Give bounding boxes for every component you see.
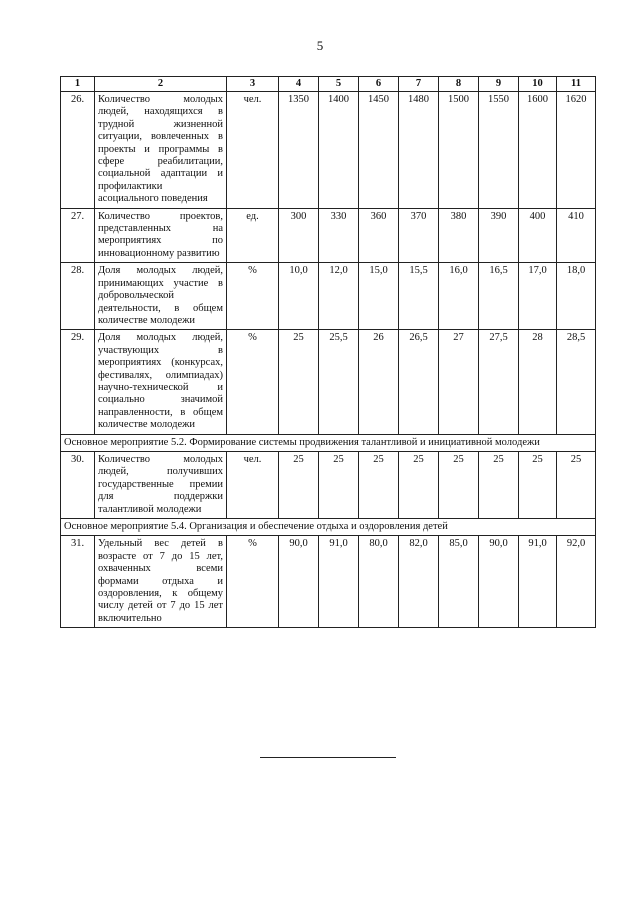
column-header: 5	[319, 77, 359, 92]
table-row	[61, 451, 596, 518]
value-cell: 25	[557, 451, 596, 518]
value-cell: 1480	[399, 92, 439, 209]
value-cell: 17,0	[519, 263, 557, 330]
value-cell: 1500	[439, 92, 479, 209]
value-cell: 360	[359, 208, 399, 263]
row-number: 26.	[61, 92, 95, 209]
value-cell: 300	[279, 208, 319, 263]
table-header-row	[61, 77, 596, 92]
value-cell: 85,0	[439, 536, 479, 628]
value-cell: 26,5	[399, 330, 439, 434]
row-number: 28.	[61, 263, 95, 330]
column-header: 4	[279, 77, 319, 92]
value-cell: 25	[279, 330, 319, 434]
value-cell: 25	[399, 451, 439, 518]
section-row	[61, 519, 596, 536]
value-cell: 16,0	[439, 263, 479, 330]
value-cell: 370	[399, 208, 439, 263]
table-row	[61, 330, 596, 434]
unit-cell: %	[227, 263, 279, 330]
row-number: 27.	[61, 208, 95, 263]
value-cell: 1620	[557, 92, 596, 209]
page-number: 5	[316, 38, 324, 53]
value-cell: 25	[519, 451, 557, 518]
value-cell: 1550	[479, 92, 519, 209]
value-cell: 25	[279, 451, 319, 518]
indicators-table	[60, 76, 596, 628]
column-header: 2	[95, 77, 227, 92]
indicator-name: Количество молодых людей, находящихся в трудной жизненной ситуации, вовлеченных в проекты и программы в сфере реабилитации, социальной адаптации и профилактики асоциального поведения	[95, 92, 227, 209]
value-cell: 25	[479, 451, 519, 518]
indicator-name: Количество молодых людей, получивших государственные премии для поддержки талантливой молодежи	[95, 451, 227, 518]
value-cell: 25,5	[319, 330, 359, 434]
value-cell: 10,0	[279, 263, 319, 330]
indicator-name: Удельный вес детей в возрасте от 7 до 15 лет, охваченных всеми формами отдыха и оздоровления, к общему числу детей от 7 до 15 лет включительно	[95, 536, 227, 628]
value-cell: 80,0	[359, 536, 399, 628]
section-title: Основное мероприятие 5.2. Формирование системы продвижения талантливой и инициативной молодежи	[61, 434, 596, 451]
value-cell: 1600	[519, 92, 557, 209]
table-row	[61, 536, 596, 628]
column-header: 6	[359, 77, 399, 92]
column-header: 3	[227, 77, 279, 92]
table-row	[61, 92, 596, 209]
value-cell: 27	[439, 330, 479, 434]
value-cell: 12,0	[319, 263, 359, 330]
value-cell: 400	[519, 208, 557, 263]
value-cell: 1350	[279, 92, 319, 209]
unit-cell: ед.	[227, 208, 279, 263]
value-cell: 25	[359, 451, 399, 518]
value-cell: 91,0	[519, 536, 557, 628]
table-row	[61, 263, 596, 330]
value-cell: 18,0	[557, 263, 596, 330]
value-cell: 410	[557, 208, 596, 263]
column-header: 9	[479, 77, 519, 92]
column-header: 1	[61, 77, 95, 92]
indicator-name: Количество проектов, представленных на мероприятиях по инновационному развитию	[95, 208, 227, 263]
row-number: 30.	[61, 451, 95, 518]
value-cell: 1450	[359, 92, 399, 209]
column-header: 8	[439, 77, 479, 92]
value-cell: 380	[439, 208, 479, 263]
section-row	[61, 434, 596, 451]
value-cell: 25	[319, 451, 359, 518]
section-title: Основное мероприятие 5.4. Организация и обеспечение отдыха и оздоровления детей	[61, 519, 596, 536]
value-cell: 28,5	[557, 330, 596, 434]
unit-cell: чел.	[227, 92, 279, 209]
value-cell: 15,5	[399, 263, 439, 330]
value-cell: 28	[519, 330, 557, 434]
unit-cell: чел.	[227, 451, 279, 518]
table-row	[61, 208, 596, 263]
value-cell: 27,5	[479, 330, 519, 434]
row-number: 29.	[61, 330, 95, 434]
value-cell: 90,0	[279, 536, 319, 628]
indicator-name: Доля молодых людей, принимающих участие в добровольческой деятельности, в общем количестве молодежи	[95, 263, 227, 330]
value-cell: 92,0	[557, 536, 596, 628]
value-cell: 25	[439, 451, 479, 518]
unit-cell: %	[227, 330, 279, 434]
row-number: 31.	[61, 536, 95, 628]
column-header: 11	[557, 77, 596, 92]
value-cell: 26	[359, 330, 399, 434]
column-header: 7	[399, 77, 439, 92]
separator-line	[260, 757, 396, 758]
indicator-name: Доля молодых людей, участвующих в мероприятиях (конкурсах, фестивалях, олимпиадах) научно-технической и социально значимой направленности, в общем количестве молодежи	[95, 330, 227, 434]
column-header: 10	[519, 77, 557, 92]
value-cell: 15,0	[359, 263, 399, 330]
value-cell: 390	[479, 208, 519, 263]
unit-cell: %	[227, 536, 279, 628]
value-cell: 1400	[319, 92, 359, 209]
value-cell: 16,5	[479, 263, 519, 330]
value-cell: 90,0	[479, 536, 519, 628]
value-cell: 91,0	[319, 536, 359, 628]
value-cell: 82,0	[399, 536, 439, 628]
value-cell: 330	[319, 208, 359, 263]
